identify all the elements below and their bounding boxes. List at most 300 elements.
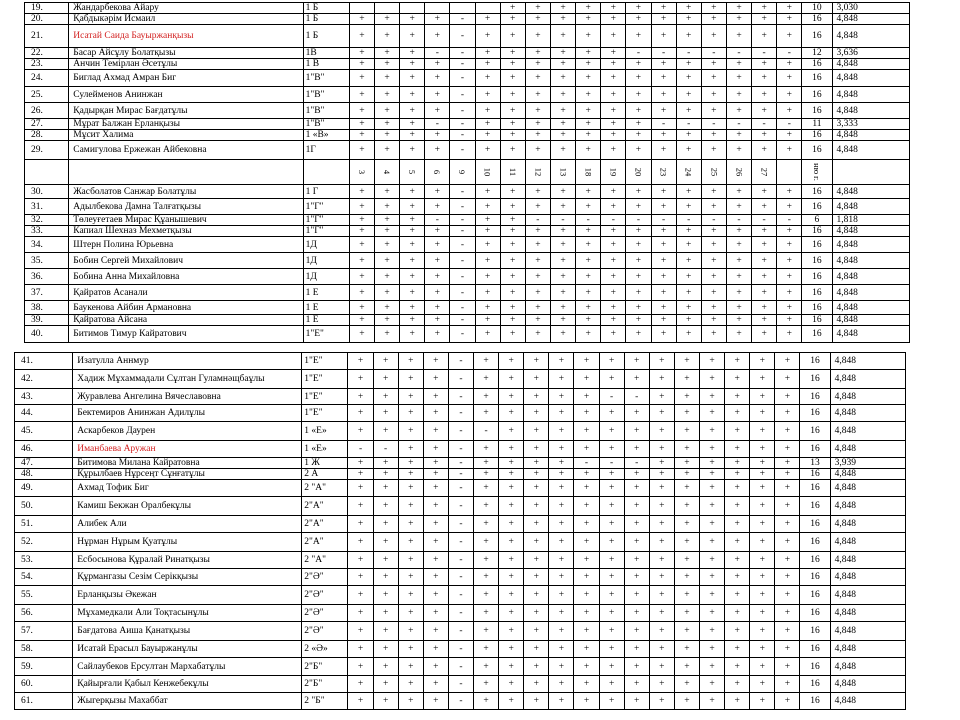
attendance-mark: + [524,533,549,552]
class-name: 1"Г" [303,199,349,215]
attendance-mark: + [624,533,649,552]
attendance-mark: + [700,389,725,405]
day-header [626,160,651,185]
attendance-mark: + [349,215,374,226]
day-number: 26 [733,167,744,177]
attendance-mark: + [423,641,448,658]
row-number: 61. [15,693,73,710]
attendance-mark: + [499,353,524,370]
attendance-mark: - [348,441,373,458]
attendance-mark: + [676,59,701,70]
score-value: 4,848 [830,622,905,641]
attendance-mark: + [400,87,425,103]
row-number: 29. [25,141,69,160]
attendance-mark: + [398,389,423,405]
attendance-mark: + [423,353,448,370]
attendance-mark: + [349,253,374,269]
class-name: 1"Е" [302,353,348,370]
row-number: 50. [15,497,73,516]
attendance-mark: + [423,658,448,676]
attendance-mark: + [348,516,373,533]
attendance-mark: + [651,141,676,160]
attendance-mark: + [574,569,599,586]
attendance-mark: - [448,370,473,389]
attendance-mark: + [775,441,800,458]
attendance-mark: + [499,405,524,422]
attendance-mark: + [398,405,423,422]
attendance-mark: + [701,3,726,14]
table-row [15,658,906,676]
attendance-mark: + [525,226,550,237]
attendance-table-bottom [14,352,906,710]
attendance-mark: + [374,269,399,285]
class-name: 1Г [303,141,349,160]
attendance-mark: - [450,226,475,237]
attendance-mark: + [525,48,550,59]
attendance-mark: + [576,237,601,253]
attendance-mark: + [373,641,398,658]
attendance-mark: + [500,3,525,14]
attendance-mark: + [626,326,651,343]
attendance-mark: + [374,25,399,48]
attendance-mark: + [601,141,626,160]
attendance-mark: + [626,103,651,119]
class-name: 1"Г" [303,215,349,226]
class-name: 1 Г [303,185,349,199]
attendance-mark: + [651,130,676,141]
attendance-mark: + [777,285,802,301]
attendance-mark: + [750,469,775,480]
table-row [15,422,906,441]
attendance-mark: + [549,441,574,458]
attendance-mark: - [701,215,726,226]
attendance-mark: + [701,301,726,315]
attendance-mark: + [549,497,574,516]
attendance-mark: + [752,285,777,301]
table-row [25,215,910,226]
day-number: 5 [407,169,418,175]
attendance-mark: + [676,141,701,160]
attendance-mark: + [725,676,750,693]
attendance-mark: - [450,87,475,103]
table-row [25,237,910,253]
attendance-mark: + [777,199,802,215]
attendance-mark: - [726,48,751,59]
attendance-mark: + [475,315,500,326]
attendance-mark: + [373,569,398,586]
day-header [651,160,676,185]
student-name: Бағдатова Аиша Қанатқызы [73,622,302,641]
attendance-mark: + [574,533,599,552]
row-number: 53. [15,552,73,569]
attendance-mark: + [777,130,802,141]
attendance-mark: + [425,103,450,119]
attendance-mark: + [500,141,525,160]
total-count: 11 [802,119,832,130]
attendance-mark: + [373,516,398,533]
attendance-mark: + [475,215,500,226]
attendance-mark: + [525,326,550,343]
attendance-mark: + [599,622,624,641]
attendance-mark: + [651,269,676,285]
row-number: 26. [25,103,69,119]
attendance-mark: + [701,14,726,25]
student-name: Битимов Тимур Кайратович [69,326,303,343]
score-value: 4,848 [832,185,910,199]
attendance-mark: + [624,422,649,441]
attendance-mark: + [549,676,574,693]
class-name: 1 Е [303,285,349,301]
attendance-mark: + [752,14,777,25]
row-number: 59. [15,658,73,676]
attendance-mark: + [700,422,725,441]
attendance-mark: + [750,389,775,405]
attendance-mark: + [475,226,500,237]
table-row [15,458,906,469]
score-value: 4,848 [830,370,905,389]
attendance-mark: + [701,269,726,285]
attendance-mark: + [626,59,651,70]
score-value: 4,848 [830,469,905,480]
class-name: 1 Е [303,315,349,326]
table-row [25,253,910,269]
score-value: 4,848 [832,141,910,160]
attendance-mark: + [574,586,599,605]
class-name: 2"Б" [302,658,348,676]
attendance-mark: + [700,658,725,676]
row-number: 38. [25,301,69,315]
attendance-mark: + [374,59,399,70]
class-name: 1 Б [303,3,349,14]
row-number: 33. [25,226,69,237]
attendance-mark: + [674,441,699,458]
class-name: 1Д [303,237,349,253]
attendance-mark: - [676,48,701,59]
attendance-mark: + [700,676,725,693]
total-count: 16 [800,552,830,569]
attendance-mark: - [448,405,473,422]
score-value: 4,848 [832,285,910,301]
day-header [425,160,450,185]
attendance-mark: + [775,389,800,405]
attendance-mark: - [752,48,777,59]
score-value: 4,848 [832,226,910,237]
attendance-mark: + [649,516,674,533]
header-blank [25,160,69,185]
attendance-mark: - [450,103,475,119]
class-name: 2 «Ә» [302,641,348,658]
attendance-mark: + [373,497,398,516]
attendance-mark: + [374,301,399,315]
attendance-mark: + [549,389,574,405]
total-count: 16 [800,389,830,405]
attendance-mark: + [475,48,500,59]
day-number: 6 [432,169,443,175]
attendance-mark: + [752,199,777,215]
attendance-mark: + [348,469,373,480]
attendance-mark: + [752,253,777,269]
attendance-mark: + [726,70,751,87]
table-row [25,59,910,70]
attendance-mark: + [601,326,626,343]
attendance-mark: + [348,586,373,605]
attendance-mark: + [752,185,777,199]
row-number: 41. [15,353,73,370]
day-number: 25 [708,167,719,177]
table-row [25,185,910,199]
total-count: 16 [802,130,832,141]
attendance-mark: + [474,533,499,552]
attendance-mark: + [576,141,601,160]
header-blank [69,160,303,185]
day-header [576,160,601,185]
attendance-mark: + [576,301,601,315]
score-value: 4,848 [832,70,910,87]
attendance-mark: + [374,253,399,269]
attendance-mark: + [398,641,423,658]
attendance-mark: + [398,605,423,622]
attendance-mark: + [500,185,525,199]
attendance-mark: + [425,253,450,269]
attendance-mark: - [448,497,473,516]
attendance-mark: + [348,658,373,676]
attendance-mark: + [500,119,525,130]
attendance-mark: + [674,458,699,469]
attendance-mark: + [550,199,575,215]
attendance-mark: + [674,605,699,622]
attendance-mark: + [601,285,626,301]
attendance-mark: - [474,422,499,441]
attendance-mark: + [651,253,676,269]
attendance-mark: + [700,353,725,370]
attendance-mark: + [649,658,674,676]
attendance-mark: + [674,552,699,569]
attendance-mark: + [726,3,751,14]
attendance-mark: + [525,253,550,269]
attendance-mark: + [398,533,423,552]
attendance-mark: + [649,676,674,693]
attendance-mark: + [348,497,373,516]
table-row [25,326,910,343]
attendance-mark: + [500,215,525,226]
attendance-mark: + [750,497,775,516]
class-name: 1 Е [303,301,349,315]
attendance-mark: + [750,693,775,710]
attendance-mark: + [474,586,499,605]
attendance-mark: + [676,301,701,315]
attendance-mark: + [474,480,499,497]
attendance-mark: + [349,70,374,87]
attendance-mark: + [599,480,624,497]
attendance-mark: + [398,353,423,370]
attendance-mark: - [624,458,649,469]
attendance-mark: + [726,226,751,237]
attendance-mark: + [676,326,701,343]
attendance-mark: + [373,552,398,569]
row-number: 20. [25,14,69,25]
score-value: 4,848 [832,326,910,343]
attendance-mark: + [775,622,800,641]
attendance-mark: + [750,605,775,622]
attendance-mark: + [777,269,802,285]
attendance-mark: + [374,237,399,253]
attendance-mark: + [400,48,425,59]
attendance-mark: + [348,458,373,469]
attendance-mark: + [374,70,399,87]
total-count: 10 [802,3,832,14]
attendance-mark: + [775,693,800,710]
attendance-mark: + [777,70,802,87]
attendance-mark: + [725,353,750,370]
attendance-mark: - [777,215,802,226]
row-number: 57. [15,622,73,641]
attendance-mark: - [701,48,726,59]
attendance-mark: + [348,622,373,641]
header-blank [832,160,910,185]
attendance-mark: + [373,658,398,676]
attendance-mark: + [524,569,549,586]
attendance-mark: + [500,130,525,141]
attendance-mark: + [700,622,725,641]
score-value: 4,848 [832,199,910,215]
attendance-mark: + [374,87,399,103]
attendance-mark: + [649,370,674,389]
attendance-mark: + [676,130,701,141]
attendance-mark: + [574,389,599,405]
table-row [15,516,906,533]
score-value: 4,848 [830,676,905,693]
attendance-mark: + [348,422,373,441]
attendance-mark: - [450,215,475,226]
attendance-mark: + [624,552,649,569]
attendance-mark: + [651,3,676,14]
attendance-mark: + [599,641,624,658]
attendance-mark: + [400,301,425,315]
attendance-mark: + [599,353,624,370]
attendance-mark: + [475,185,500,199]
attendance-mark: + [423,480,448,497]
class-name: 2"А" [302,497,348,516]
attendance-mark: + [524,586,549,605]
attendance-mark: + [398,441,423,458]
attendance-mark: + [499,497,524,516]
attendance-mark: + [348,569,373,586]
student-name: Құрмангазы Сезім Серікқызы [73,569,302,586]
attendance-mark: + [752,130,777,141]
attendance-mark: + [400,237,425,253]
attendance-mark: + [374,215,399,226]
attendance-mark: + [601,301,626,315]
attendance-mark: + [550,25,575,48]
attendance-mark: + [651,87,676,103]
attendance-mark: + [601,130,626,141]
attendance-mark: + [701,253,726,269]
attendance-mark: + [674,353,699,370]
attendance-mark: + [525,301,550,315]
attendance-mark: - [373,441,398,458]
student-name: Исатай Саида Бауыржанқызы [69,25,303,48]
class-name: 1 Ж [302,458,348,469]
attendance-mark: + [348,552,373,569]
attendance-mark: + [550,315,575,326]
attendance-mark: + [549,353,574,370]
attendance-mark: + [701,87,726,103]
attendance-mark: + [423,605,448,622]
student-name: Хадиж Мұхаммадали Сұлтан Гуламнәщбаұлы [73,370,302,389]
table-row [15,586,906,605]
row-number: 24. [25,70,69,87]
attendance-mark: + [649,586,674,605]
attendance-mark [400,3,425,14]
total-count: 16 [802,301,832,315]
attendance-mark: + [601,226,626,237]
class-name: 1 «Е» [302,422,348,441]
row-number: 22. [25,48,69,59]
class-name: 2"А" [302,516,348,533]
attendance-mark: + [524,458,549,469]
attendance-mark: + [750,405,775,422]
attendance-mark: + [349,103,374,119]
student-name: Изатулла Аннмур [73,353,302,370]
table-row [25,87,910,103]
table-row [15,480,906,497]
attendance-mark: + [576,253,601,269]
score-value: 4,848 [832,59,910,70]
attendance-mark: + [676,226,701,237]
attendance-mark: + [576,269,601,285]
table-row [15,441,906,458]
attendance-mark: + [676,269,701,285]
attendance-mark: + [676,70,701,87]
student-name: Капиал Шехназ Мехметқызы [69,226,303,237]
attendance-mark: - [626,215,651,226]
attendance-mark: + [626,14,651,25]
attendance-mark: + [398,422,423,441]
attendance-mark: + [500,70,525,87]
attendance-mark: + [398,480,423,497]
attendance-mark: + [475,301,500,315]
attendance-mark: + [374,315,399,326]
attendance-mark: + [524,370,549,389]
attendance-mark: + [700,480,725,497]
day-header [752,160,777,185]
attendance-mark: + [398,569,423,586]
header-blank [303,160,349,185]
attendance-mark: + [524,516,549,533]
attendance-mark: + [398,469,423,480]
student-name: Адылбекова Дамна Талғатқызы [69,199,303,215]
score-value: 4,848 [832,301,910,315]
attendance-mark: + [701,130,726,141]
attendance-mark: + [626,253,651,269]
attendance-mark: + [423,441,448,458]
table-row [25,285,910,301]
attendance-mark: + [524,641,549,658]
row-number: 46. [15,441,73,458]
attendance-mark: + [700,552,725,569]
attendance-mark: + [674,370,699,389]
attendance-mark: + [649,552,674,569]
attendance-mark: - [448,441,473,458]
row-number: 21. [25,25,69,48]
attendance-mark: + [549,480,574,497]
attendance-mark: + [348,405,373,422]
attendance-mark: + [750,552,775,569]
student-name: Құрылбаев Нұрсеңт Сұнғатұлы [73,469,302,480]
attendance-mark: + [499,622,524,641]
attendance-mark: + [576,315,601,326]
total-count: 16 [800,605,830,622]
